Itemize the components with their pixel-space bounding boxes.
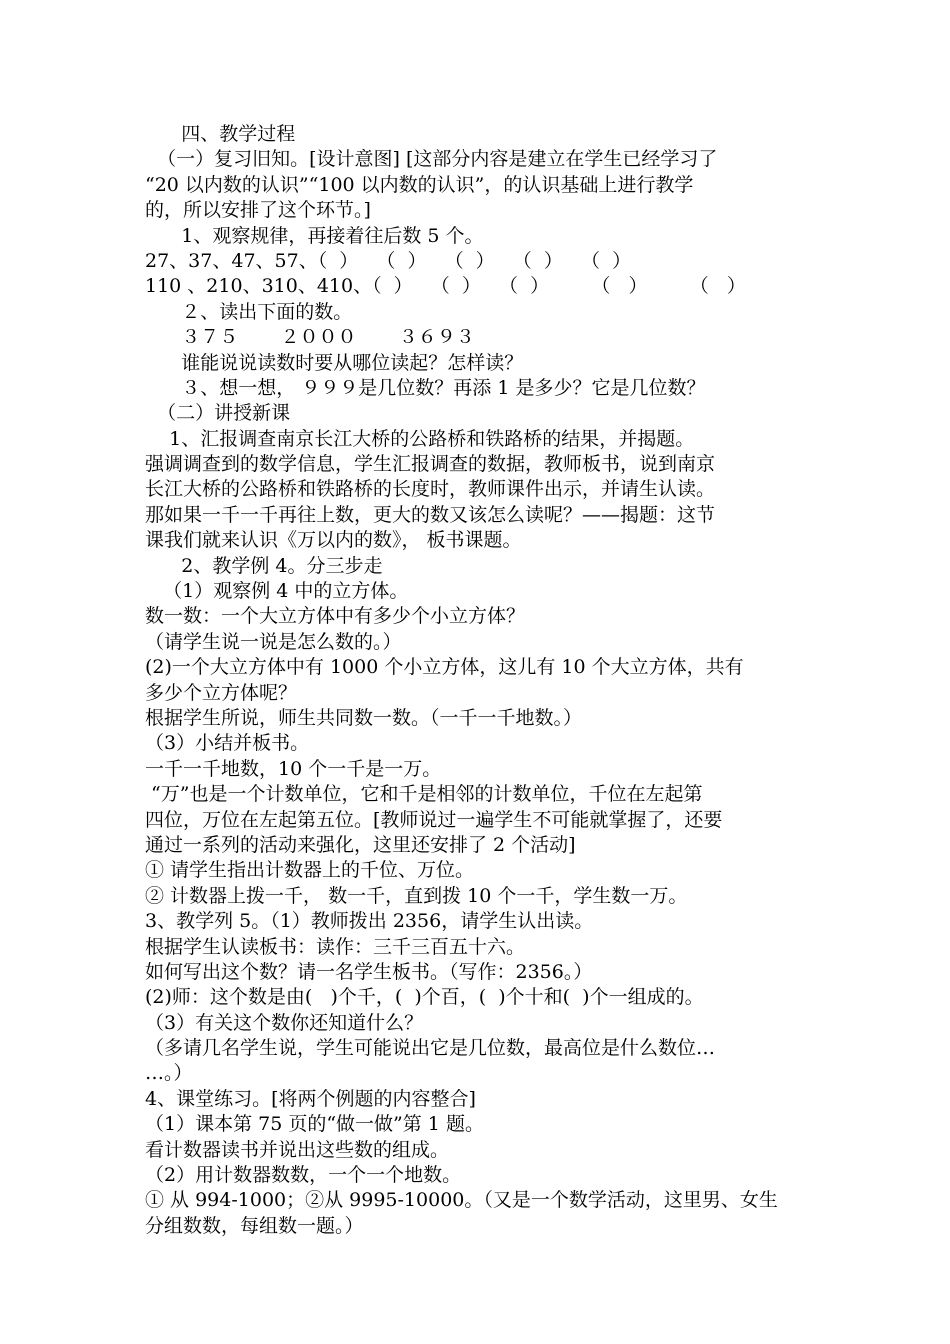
text-line: ① 请学生指出计数器上的千位、万位。 <box>145 859 475 882</box>
text-line: （多请几名学生说，学生可能说出它是几位数，最高位是什么数位… <box>145 1037 716 1060</box>
text-line: 根据学生所说，师生共同数一数。（一千一千地数。） <box>145 706 583 729</box>
text-line: “20 以内数的认识”“100 以内数的认识”，的认识基础上进行教学 <box>145 173 694 196</box>
text-line: “万”也是一个计数单位，它和千是相邻的计数单位，千位在左起第 <box>145 783 703 806</box>
text-line: 四、教学过程 <box>145 123 296 145</box>
text-line: 数一数：一个大立方体中有多少个小立方体？ <box>145 605 526 628</box>
text-line: 那如果一千一千再往上数，更大的数又该怎么读呢？——揭题：这节 <box>145 503 716 526</box>
text-line: ２、读出下面的数。 <box>145 300 353 323</box>
text-line: 一千一千地数，10 个一千是一万。 <box>145 757 442 780</box>
text-line: 分组数数，每组数一题。） <box>145 1214 364 1237</box>
text-line: （一）复习旧知。[设计意图] [这部分内容是建立在学生已经学习了 <box>145 148 718 171</box>
text-line: 多少个立方体呢？ <box>145 681 298 704</box>
text-line: （请学生说一说是怎么数的。） <box>145 630 402 653</box>
text-line: 1、汇报调查南京长江大桥的公路桥和铁路桥的结果，并揭题。 <box>145 427 695 450</box>
text-line: （3）有关这个数你还知道什么？ <box>145 1011 424 1034</box>
text-line: ３７５ ２０００ ３６９３ <box>145 326 475 349</box>
text-line: （1）课本第 75 页的“做一做”第 1 题。 <box>145 1113 484 1136</box>
text-line: 根据学生认读板书：读作：三千三百五十六。 <box>145 935 526 958</box>
text-line: 通过一系列的活动来强化，这里还安排了 2 个活动] <box>145 833 576 856</box>
text-line: ① 从 994-1000；②从 9995-10000。（又是一个数学活动，这里男、女生 <box>145 1189 778 1212</box>
text-line: (2)一个大立方体中有 1000 个小立方体，这儿有 10 个大立方体，共有 <box>145 656 744 679</box>
text-line: 看计数器读书并说出这些数的组成。 <box>145 1138 450 1161</box>
text-line: 3、教学列 5。（1）教师拨出 2356，请学生认出读。 <box>145 910 594 933</box>
text-line: (2)师：这个数是由( )个千，( )个百，( )个十和( )个一组成的。 <box>145 986 704 1009</box>
text-line: ３、想一想， ９９９是几位数？再添 1 是多少？它是几位数？ <box>145 376 706 399</box>
text-line: 课我们就来认识《万以内的数》， 板书课题。 <box>145 529 522 552</box>
text-line: （二）讲授新课 <box>145 402 291 425</box>
text-line: 4、课堂练习。[将两个例题的内容整合] <box>145 1087 476 1110</box>
text-line: 的，所以安排了这个环节。] <box>145 199 371 222</box>
text-line: 27、37、47、57、（ ） （ ） （ ） （ ） （ ） <box>145 249 632 272</box>
text-line: ② 计数器上拨一千， 数一千，直到拨 10 个一千，学生数一万。 <box>145 884 688 907</box>
text-line: 1、观察规律，再接着往后数 5 个。 <box>145 224 484 247</box>
text-line: （1）观察例 4 中的立方体。 <box>145 580 409 603</box>
text-line: 110 、210、310、410、（ ） （ ） （ ） （ ） （ ） <box>145 275 746 298</box>
text-line: （2）用计数器数数，一个一个地数。 <box>145 1164 462 1187</box>
text-line: 长江大桥的公路桥和铁路桥的长度时，教师课件出示，并请生认读。 <box>145 478 716 501</box>
text-line: 2、教学例 4。分三步走 <box>145 554 383 577</box>
text-line: 强调调查到的数学信息，学生汇报调查的数据，教师板书，说到南京 <box>145 453 716 476</box>
document-body <box>145 122 815 1239</box>
text-line: 如何写出这个数？请一名学生板书。（写作：2356。） <box>145 960 593 983</box>
text-line: （3）小结并板书。 <box>145 732 310 755</box>
text-line: 谁能说说读数时要从哪位读起？怎样读？ <box>145 351 524 374</box>
text-line: …。） <box>145 1062 193 1085</box>
text-line: 四位，万位在左起第五位。[教师说过一遍学生不可能就掌握了，还要 <box>145 808 723 831</box>
